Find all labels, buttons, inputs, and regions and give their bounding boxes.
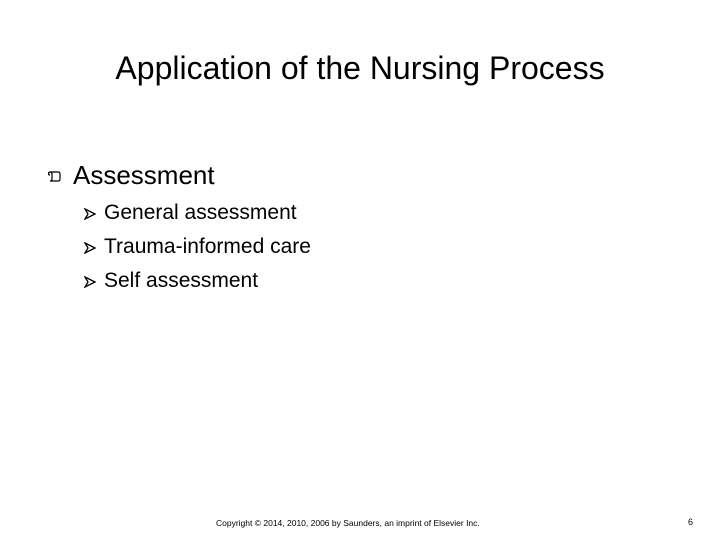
bullet-label: Assessment <box>73 159 215 190</box>
list-item <box>84 264 311 298</box>
sub-item-label: Self assessment <box>104 269 259 292</box>
arrow-bullet-icon <box>84 207 96 219</box>
list-item <box>84 196 311 230</box>
list-item <box>84 230 311 264</box>
arrow-bullet-icon <box>84 275 96 287</box>
sub-item-label: General assessment <box>104 201 297 224</box>
arrow-bullet-icon <box>84 241 96 253</box>
page-number: 6 <box>688 517 694 527</box>
slide-title: Application of the Nursing Process <box>115 50 605 86</box>
scroll-bullet-icon <box>48 169 62 181</box>
sub-bullet-list <box>84 196 311 298</box>
copyright-footer: Copyright © 2014, 2010, 2006 by Saunders, an imprint of Elsevier Inc. <box>216 518 480 528</box>
sub-item-label: Trauma-informed care <box>104 235 311 258</box>
bullet-assessment <box>48 157 215 193</box>
